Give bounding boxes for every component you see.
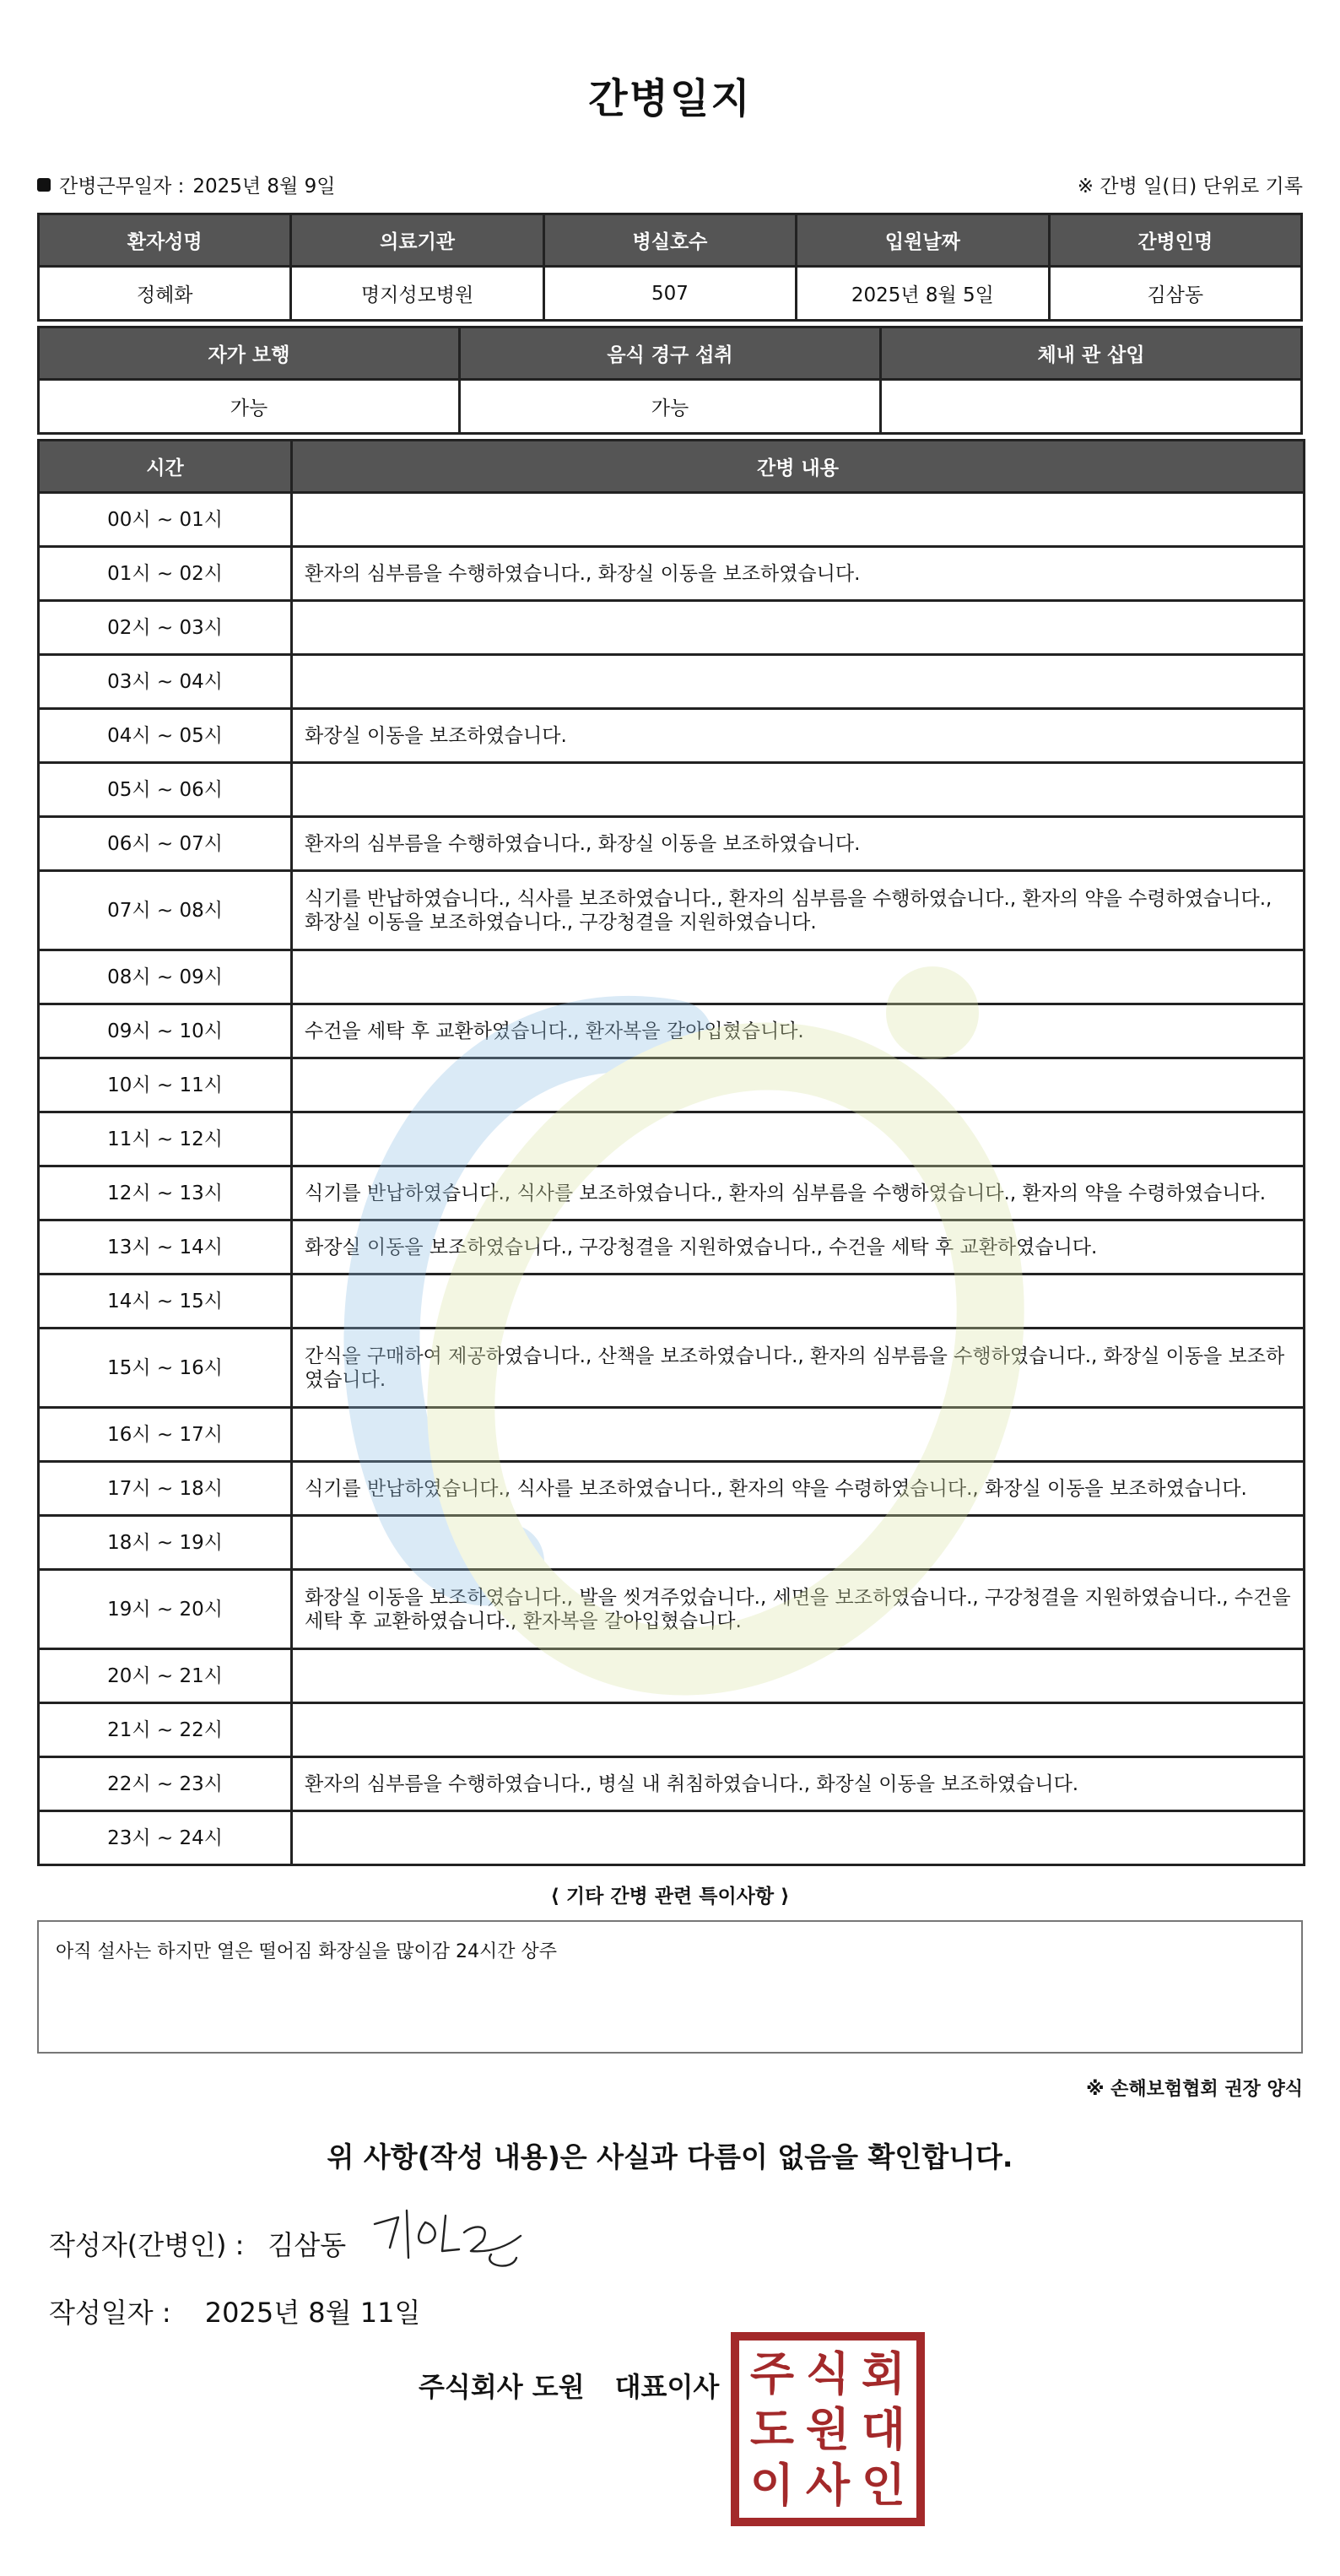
content-cell [292, 1112, 1305, 1166]
representative-title: 대표이사 [614, 2371, 720, 2403]
table-row [39, 1811, 1305, 1865]
log-table-header-row [39, 441, 1305, 493]
header-self-walking: 자가 보행 [39, 327, 460, 380]
header-tube-insertion: 체내 관 삽입 [881, 327, 1302, 380]
time-cell: 01시 ~ 02시 [39, 547, 292, 601]
time-cell: 18시 ~ 19시 [39, 1516, 292, 1570]
patient-table-value-row [39, 267, 1302, 321]
work-date-line [37, 170, 335, 198]
seal-char: 이 [749, 2458, 795, 2512]
seal-char: 식 [805, 2346, 851, 2400]
content-cell [292, 1649, 1305, 1703]
seal-char: 인 [861, 2458, 906, 2512]
room-number: 507 [543, 267, 796, 321]
admission-date: 2025년 8월 5일 [797, 267, 1049, 321]
time-cell: 05시 ~ 06시 [39, 763, 292, 817]
content-cell [292, 1811, 1305, 1865]
table-row [39, 1757, 1305, 1811]
work-date-label: 간병근무일자 : [59, 176, 185, 198]
patient-status-table [37, 326, 1303, 435]
record-unit-note: ※ 간병 일(日) 단위로 기록 [1077, 176, 1303, 198]
time-cell: 20시 ~ 21시 [39, 1649, 292, 1703]
header-care-content: 간병 내용 [292, 441, 1305, 493]
table-row [39, 1274, 1305, 1329]
hospital-name: 명지성모병원 [291, 267, 543, 321]
header-room-number: 병실호수 [543, 214, 796, 267]
header-admission-date: 입원날짜 [797, 214, 1049, 267]
content-cell: 식기를 반납하였습니다., 식사를 보조하였습니다., 환자의 심부름을 수행하였습니다., 환자의 약을 수령하였습니다., 화장실 이동을 보조하였습니다., 구강청결을 지원하였습니다. [292, 871, 1305, 950]
content-cell: 환자의 심부름을 수행하였습니다., 화장실 이동을 보조하였습니다. [292, 817, 1305, 871]
time-cell: 14시 ~ 15시 [39, 1274, 292, 1329]
table-row [39, 1703, 1305, 1757]
time-cell: 10시 ~ 11시 [39, 1058, 292, 1112]
company-name: 주식회사 도원 [419, 2371, 585, 2403]
time-cell: 23시 ~ 24시 [39, 1811, 292, 1865]
table-row [39, 547, 1305, 601]
time-cell: 09시 ~ 10시 [39, 1004, 292, 1058]
content-cell [292, 1058, 1305, 1112]
company-seal-stamp [731, 2332, 925, 2526]
tube-insertion-value [881, 380, 1302, 434]
patient-name: 정혜화 [39, 267, 291, 321]
content-cell [292, 601, 1305, 655]
confirmation-statement: 위 사항(작성 내용)은 사실과 다름이 없음을 확인합니다. [327, 2140, 1013, 2173]
document-title: 간병일지 [588, 75, 752, 122]
recommendation-note: ※ 손해보험협회 권장 양식 [1086, 2079, 1303, 2100]
table-row [39, 1408, 1305, 1462]
content-cell [292, 763, 1305, 817]
content-cell: 식기를 반납하였습니다., 식사를 보조하였습니다., 환자의 심부름을 수행하였습니다., 환자의 약을 수령하였습니다. [292, 1166, 1305, 1220]
content-cell [292, 493, 1305, 547]
time-cell: 04시 ~ 05시 [39, 709, 292, 763]
table-row [39, 871, 1305, 950]
table-row [39, 1004, 1305, 1058]
seal-char: 주 [749, 2346, 795, 2400]
time-cell: 16시 ~ 17시 [39, 1408, 292, 1462]
table-row [39, 1058, 1305, 1112]
time-cell: 15시 ~ 16시 [39, 1329, 292, 1408]
header-patient-name: 환자성명 [39, 214, 291, 267]
table-row [39, 601, 1305, 655]
table-row [39, 1649, 1305, 1703]
table-row [39, 655, 1305, 709]
table-row [39, 493, 1305, 547]
written-date-value: 2025년 8월 11일 [204, 2297, 421, 2329]
status-table-value-row [39, 380, 1302, 434]
table-row [39, 1570, 1305, 1649]
handwritten-signature [365, 2199, 533, 2275]
writer-name: 김삼동 [267, 2229, 347, 2261]
table-row [39, 1329, 1305, 1408]
seal-characters [745, 2346, 910, 2512]
content-cell [292, 950, 1305, 1004]
seal-char: 원 [805, 2402, 851, 2456]
content-cell [292, 1408, 1305, 1462]
writer-line [49, 2224, 346, 2263]
table-row [39, 763, 1305, 817]
patient-info-table [37, 213, 1303, 322]
time-cell: 17시 ~ 18시 [39, 1462, 292, 1516]
content-cell: 간식을 구매하여 제공하였습니다., 산책을 보조하였습니다., 환자의 심부름을 수행하였습니다., 화장실 이동을 보조하였습니다. [292, 1329, 1305, 1408]
seal-char: 도 [749, 2402, 795, 2456]
time-cell: 19시 ~ 20시 [39, 1570, 292, 1649]
time-cell: 02시 ~ 03시 [39, 601, 292, 655]
time-cell: 21시 ~ 22시 [39, 1703, 292, 1757]
header-hospital: 의료기관 [291, 214, 543, 267]
time-cell: 06시 ~ 07시 [39, 817, 292, 871]
time-cell: 12시 ~ 13시 [39, 1166, 292, 1220]
table-row [39, 1220, 1305, 1274]
seal-char: 회 [861, 2346, 906, 2400]
table-row [39, 1112, 1305, 1166]
time-cell: 08시 ~ 09시 [39, 950, 292, 1004]
self-walking-value: 가능 [39, 380, 460, 434]
content-cell: 화장실 이동을 보조하였습니다. [292, 709, 1305, 763]
time-cell: 03시 ~ 04시 [39, 655, 292, 709]
time-cell: 00시 ~ 01시 [39, 493, 292, 547]
header-oral-intake: 음식 경구 섭취 [460, 327, 881, 380]
special-notes-title: ⟨ 기타 간병 관련 특이사항 ⟩ [550, 1886, 790, 1908]
square-bullet-icon [37, 178, 51, 192]
status-table-header-row [39, 327, 1302, 380]
table-row [39, 950, 1305, 1004]
table-row [39, 1462, 1305, 1516]
content-cell [292, 1516, 1305, 1570]
content-cell: 화장실 이동을 보조하였습니다., 구강청결을 지원하였습니다., 수건을 세탁 후 교환하였습니다. [292, 1220, 1305, 1274]
seal-char: 대 [861, 2402, 906, 2456]
header-caregiver-name: 간병인명 [1049, 214, 1301, 267]
table-row [39, 817, 1305, 871]
patient-table-header-row [39, 214, 1302, 267]
time-cell: 07시 ~ 08시 [39, 871, 292, 950]
written-date-line [49, 2292, 420, 2330]
content-cell: 환자의 심부름을 수행하였습니다., 병실 내 취침하였습니다., 화장실 이동을 보조하였습니다. [292, 1757, 1305, 1811]
hourly-care-log-table [37, 439, 1305, 1866]
oral-intake-value: 가능 [460, 380, 881, 434]
writer-label: 작성자(간병인) : [49, 2229, 245, 2261]
caregiver-name: 김삼동 [1049, 267, 1301, 321]
seal-char: 사 [805, 2458, 851, 2512]
written-date-label: 작성일자 : [49, 2297, 171, 2329]
time-cell: 11시 ~ 12시 [39, 1112, 292, 1166]
content-cell: 수건을 세탁 후 교환하였습니다., 환자복을 갈아입혔습니다. [292, 1004, 1305, 1058]
table-row [39, 709, 1305, 763]
company-signoff [419, 2366, 719, 2405]
table-row [39, 1166, 1305, 1220]
header-time: 시간 [39, 441, 292, 493]
content-cell: 식기를 반납하였습니다., 식사를 보조하였습니다., 환자의 약을 수령하였습니다., 화장실 이동을 보조하였습니다. [292, 1462, 1305, 1516]
special-notes-text: 아직 설사는 하지만 열은 떨어짐 화장실을 많이감 24시간 상주 [37, 1920, 1303, 2054]
content-cell: 화장실 이동을 보조하였습니다., 발을 씻겨주었습니다., 세면을 보조하였습니다., 구강청결을 지원하였습니다., 수건을 세탁 후 교환하였습니다., 환자복을 갈아입혔습니다. [292, 1570, 1305, 1649]
content-cell [292, 655, 1305, 709]
content-cell: 환자의 심부름을 수행하였습니다., 화장실 이동을 보조하였습니다. [292, 547, 1305, 601]
content-cell [292, 1703, 1305, 1757]
content-cell [292, 1274, 1305, 1329]
time-cell: 13시 ~ 14시 [39, 1220, 292, 1274]
work-date-value: 2025년 8월 9일 [192, 176, 336, 198]
time-cell: 22시 ~ 23시 [39, 1757, 292, 1811]
table-row [39, 1516, 1305, 1570]
